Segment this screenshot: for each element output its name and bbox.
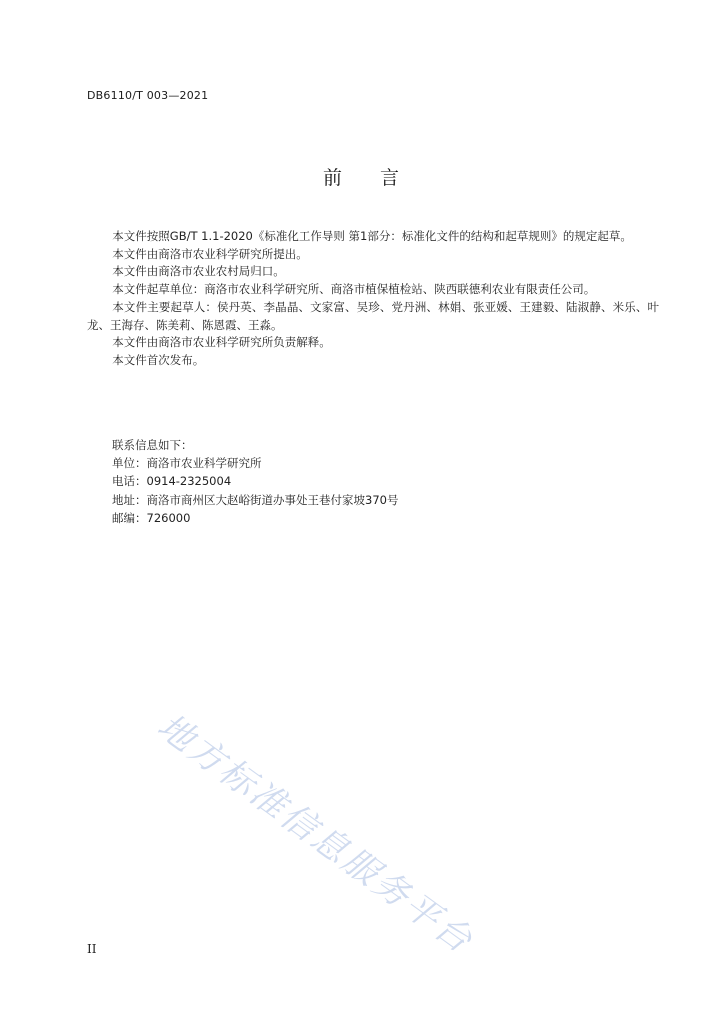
title-char-1: 前: [322, 167, 344, 189]
contact-unit: 单位：商洛市农业科学研究所: [112, 456, 262, 471]
contact-heading: 联系信息如下：: [112, 438, 193, 452]
title-char-2: 言: [380, 167, 402, 189]
contact-info: [112, 436, 398, 527]
contact-postcode: 邮编：726000: [112, 510, 191, 525]
contact-address: 地址：商洛市商州区大赵峪街道办事处王巷付家坡370号: [112, 492, 399, 507]
page-title: [0, 163, 724, 190]
paragraph-drafters: 本文件主要起草人：侯丹英、李晶晶、文家富、吴珍、党丹洲、林娟、张亚媛、王建毅、陆淑静、米乐、叶龙、王海存、陈美莉、陈恩霞、王淼。: [87, 299, 659, 332]
contact-phone: 电话：0914-2325004: [112, 474, 232, 489]
paragraph-interpretation: 本文件由商洛市农业科学研究所负责解释。: [112, 335, 331, 350]
paragraph-drafting-rules: 本文件按照GB/T 1.1-2020《标准化工作导则 第1部分：标准化文件的结构和起草规则》的规定起草。: [112, 229, 632, 243]
paragraph-first-release: 本文件首次发布。: [112, 352, 205, 367]
paragraph-proposer: 本文件由商洛市农业科学研究所提出。: [112, 246, 308, 261]
page-number: II: [87, 942, 97, 956]
paragraph-drafting-units: 本文件起草单位：商洛市农业科学研究所、商洛市植保植检站、陕西联德利农业有限责任公司。: [112, 282, 596, 297]
foreword-body: [87, 228, 659, 370]
paragraph-administrator: 本文件由商洛市农业农村局归口。: [112, 264, 285, 279]
watermark: 地方标准信息服务平台: [149, 706, 481, 963]
document-code: DB6110/T 003—2021: [87, 89, 209, 102]
